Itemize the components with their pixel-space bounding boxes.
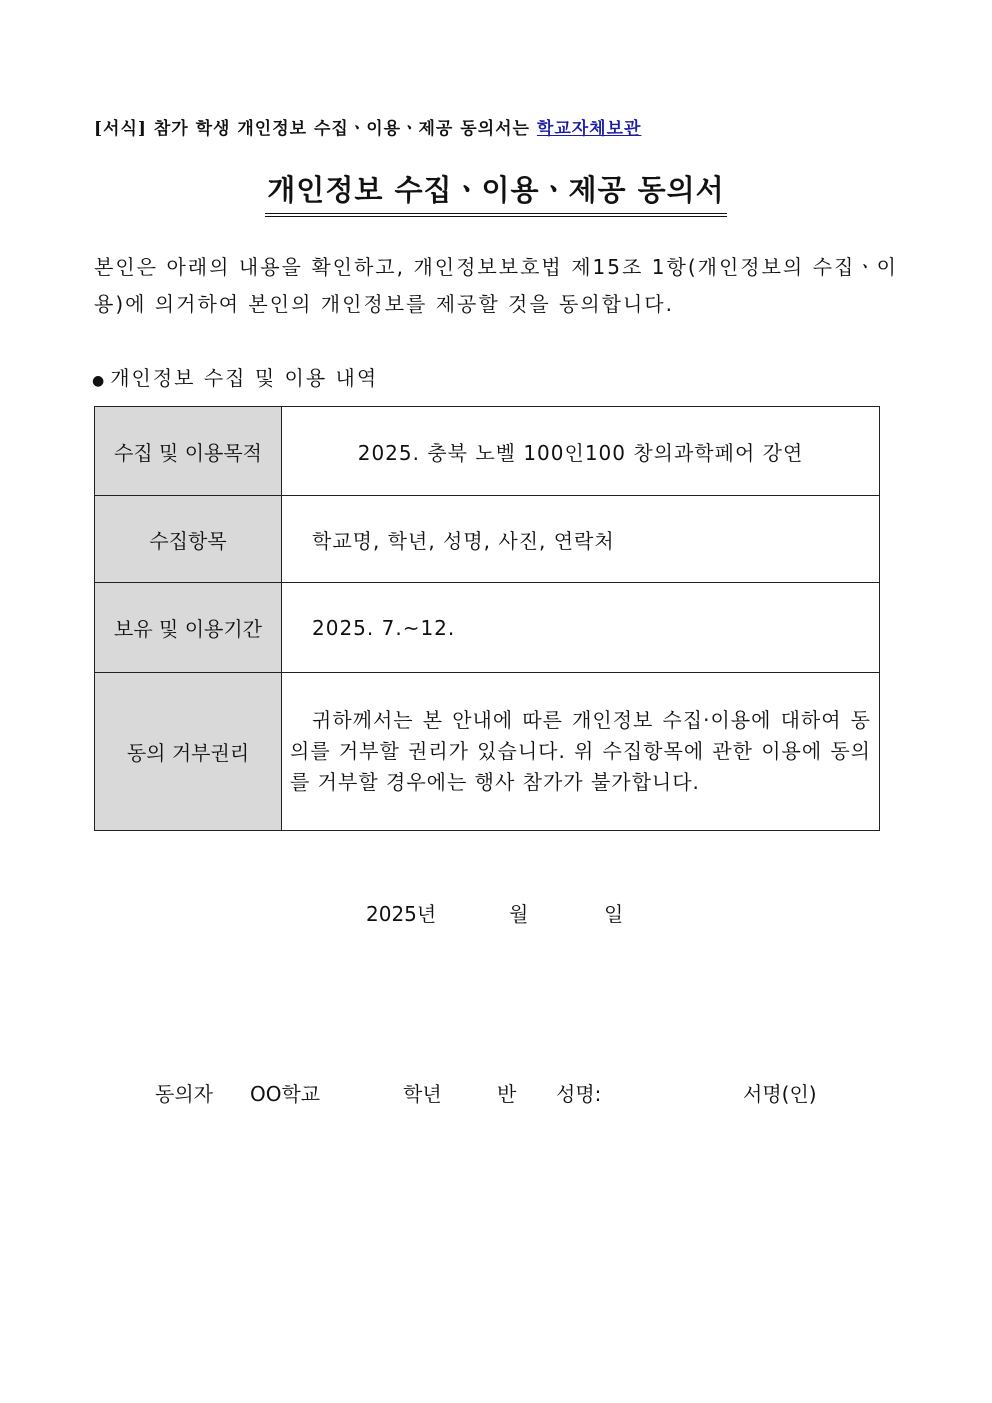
- form-header: [94, 114, 641, 139]
- table-row: [95, 583, 880, 673]
- table-row: [95, 673, 880, 831]
- table-row: [95, 407, 880, 496]
- section-title: 개인정보 수집 및 이용 내역: [110, 366, 379, 390]
- row-value: 2025. 7.~12.: [282, 583, 880, 673]
- row-label: 수집항목: [95, 496, 282, 583]
- grade-field: 학년: [403, 1082, 442, 1106]
- name-field: 성명:: [556, 1082, 602, 1106]
- signer-label: 동의자: [155, 1082, 213, 1106]
- row-label: 보유 및 이용기간: [95, 583, 282, 673]
- row-label: 수집 및 이용목적: [95, 407, 282, 496]
- class-field: 반: [497, 1082, 517, 1106]
- date-month: 월: [509, 902, 529, 926]
- bullet-icon: ●: [92, 373, 107, 389]
- row-value: 학교명, 학년, 성명, 사진, 연락처: [282, 496, 880, 583]
- table-row: [95, 496, 880, 583]
- row-value: 귀하께서는 본 안내에 따른 개인정보 수집·이용에 대하여 동의를 거부할 권리가 있습니다. 위 수집항목에 관한 이용에 동의를 거부할 경우에는 행사 참가가 불가합니다.: [282, 673, 880, 831]
- row-label: 동의 거부권리: [95, 673, 282, 831]
- form-header-text: [서식] 참가 학생 개인정보 수집ㆍ이용ㆍ제공 동의서는: [94, 119, 530, 139]
- keep-note: 학교자체보관: [536, 119, 642, 139]
- intro-paragraph: 본인은 아래의 내용을 확인하고, 개인정보보호법 제15조 1항(개인정보의 수집ㆍ이용)에 의거하여 본인의 개인정보를 제공할 것을 동의합니다.: [94, 255, 898, 316]
- document-title: 개인정보 수집ㆍ이용ㆍ제공 동의서: [265, 168, 726, 217]
- signature-field: 서명(인): [743, 1082, 817, 1106]
- school-field: OO학교: [250, 1082, 321, 1106]
- row-value: 2025. 충북 노벨 100인100 창의과학페어 강연: [282, 407, 880, 496]
- section-heading: [92, 362, 378, 391]
- consent-table: [94, 406, 880, 831]
- date-year: 2025년: [366, 902, 437, 926]
- date-day: 일: [604, 902, 624, 926]
